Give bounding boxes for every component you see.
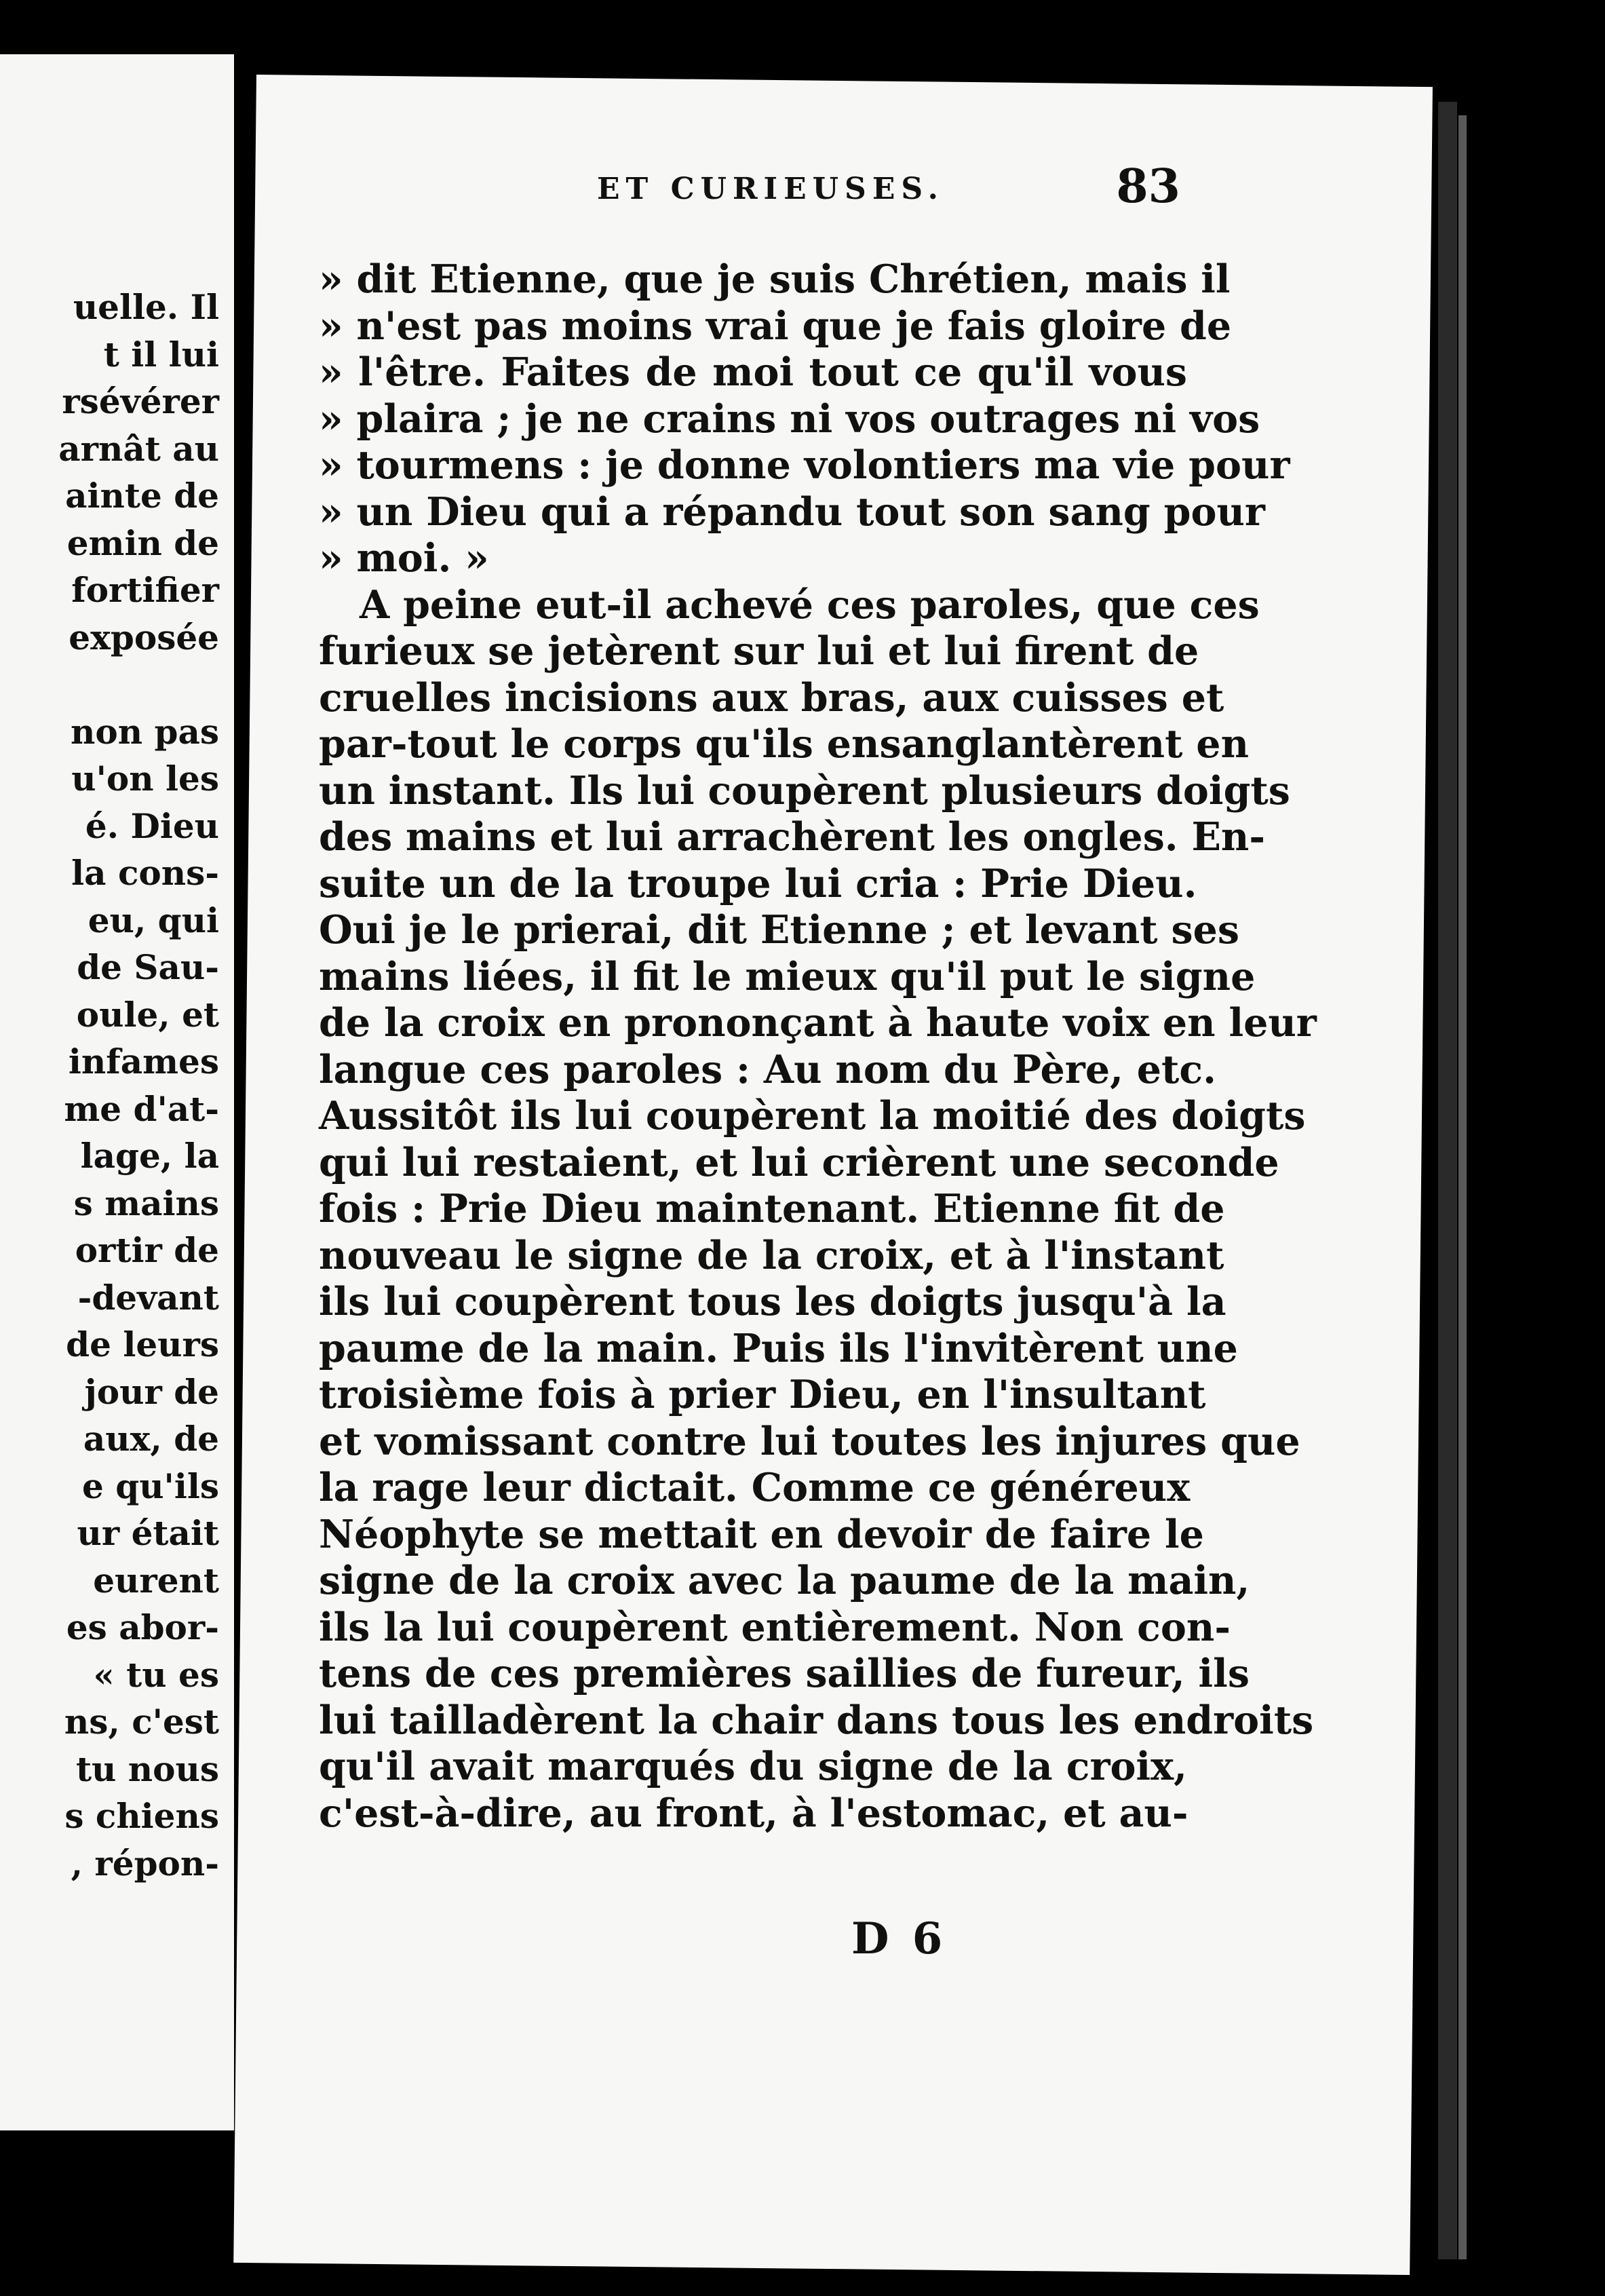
page-edge-shadow [1438, 102, 1457, 2259]
text-line: furieux se jetèrent sur lui et lui firent de [319, 628, 1199, 674]
text-line: qui lui restaient, et lui crièrent une seconde [319, 1139, 1279, 1185]
text-line: fois : Prie Dieu maintenant. Etienne fit de [319, 1186, 1225, 1231]
text-line: c'est-à-dire, au front, à l'estomac, et au- [319, 1790, 1188, 1836]
left-page-line: de Sau- [77, 947, 219, 987]
text-line: mains liées, il fit le mieux qu'il put le signe [319, 953, 1256, 999]
text-line: des mains et lui arrachèrent les ongles. En- [319, 814, 1266, 860]
left-page-line: rsévérer [62, 381, 219, 421]
page-header [332, 159, 1180, 214]
left-page-line: u'on les [71, 759, 219, 799]
left-page-line: eu, qui [88, 900, 219, 940]
text-line: » l'être. Faites de moi tout ce qu'il vous [319, 349, 1187, 395]
left-page-line: « tu es [93, 1654, 219, 1695]
text-line: lui tailladèrent la chair dans tous les endroits [319, 1697, 1314, 1743]
page-number: 83 [1116, 159, 1180, 214]
left-page-line: s chiens [64, 1796, 219, 1836]
text-line: ils la lui coupèrent entièrement. Non con- [319, 1604, 1231, 1650]
text-line: suite un de la troupe lui cria : Prie Dieu. [319, 860, 1197, 906]
text-line: A peine eut-il achevé ces paroles, que ces [360, 581, 1260, 628]
text-line: Néophyte se mettait en devoir de faire le [319, 1511, 1204, 1557]
left-page-line [0, 661, 219, 708]
signature-mark: D 6 [851, 1913, 947, 1964]
left-page-line: e qu'ils [82, 1466, 219, 1506]
left-page-line: es abor- [66, 1607, 219, 1647]
left-page-line: exposée [69, 617, 219, 657]
left-page-line: jour de [84, 1371, 219, 1412]
left-page-line: s mains [73, 1183, 219, 1223]
left-page-line: tu nous [75, 1748, 219, 1789]
text-line: Aussitôt ils lui coupèrent la moitié des doigts [319, 1093, 1306, 1139]
left-page-line: t il lui [103, 334, 219, 375]
left-page-line: ur était [77, 1513, 219, 1553]
text-line: de la croix en prononçant à haute voix en leur [319, 1000, 1317, 1046]
text-line: » tourmens : je donne volontiers ma vie pour [319, 442, 1290, 488]
text-line: Oui je le prierai, dit Etienne ; et levant ses [319, 907, 1239, 953]
text-line: troisième fois à prier Dieu, en l'insultant [319, 1372, 1206, 1417]
left-page-line: la cons- [71, 853, 219, 893]
left-page-line: é. Dieu [85, 805, 219, 846]
text-line: signe de la croix avec la paume de la main, [319, 1558, 1250, 1603]
text-line: la rage leur dictait. Comme ce généreux [319, 1465, 1191, 1510]
left-page-line: ns, c'est [64, 1702, 219, 1742]
left-page-line: non pas [71, 711, 219, 752]
text-line: » moi. » [319, 535, 489, 581]
left-page-line: infames [68, 1041, 219, 1082]
text-line: un instant. Ils lui coupèrent plusieurs doigts [319, 767, 1290, 814]
left-page-line: de leurs [66, 1324, 219, 1364]
text-line: tens de ces premières saillies de fureur, ils [319, 1651, 1250, 1696]
left-page-line: me d'at- [64, 1088, 219, 1129]
left-page-line: lage, la [80, 1136, 219, 1176]
text-line: » plaira ; je ne crains ni vos outrages ni vos [319, 396, 1260, 442]
body-text [319, 256, 1317, 1837]
text-line: paume de la main. Puis ils l'invitèrent une [319, 1325, 1238, 1371]
text-line: cruelles incisions aux bras, aux cuisses et [319, 674, 1224, 721]
left-page-line: uelle. Il [73, 287, 219, 327]
text-line: nouveau le signe de la croix, et à l'instant [319, 1232, 1224, 1278]
left-page-line: aux, de [83, 1419, 219, 1459]
left-page-line: fortifier [71, 570, 219, 610]
left-page-line: eurent [93, 1560, 219, 1601]
text-line: » dit Etienne, que je suis Chrétien, mais il [319, 256, 1231, 302]
left-page-line: , répon- [71, 1843, 219, 1883]
left-page-text [0, 284, 219, 1887]
left-page-line: ainte de [65, 476, 219, 516]
text-line: et vomissant contre lui toutes les injures que [319, 1418, 1300, 1464]
text-line: langue ces paroles : Au nom du Père, etc. [319, 1046, 1216, 1092]
left-page-line: oule, et [76, 994, 219, 1035]
page-edge-highlight [1458, 115, 1467, 2259]
left-page-line: -devant [77, 1277, 219, 1318]
running-head: ET CURIEUSES. [597, 172, 944, 206]
text-line: » un Dieu qui a répandu tout son sang pour [319, 489, 1265, 535]
text-line: ils lui coupèrent tous les doigts jusqu'à la [319, 1279, 1226, 1324]
text-line: qu'il avait marqués du signe de la croix, [319, 1744, 1187, 1789]
left-page-line: arnât au [58, 428, 219, 469]
left-page [0, 54, 234, 2130]
text-line: » n'est pas moins vrai que je fais gloire de [319, 303, 1232, 349]
left-page-line: ortir de [75, 1230, 219, 1270]
left-page-line: emin de [66, 522, 219, 563]
text-line: par-tout le corps qu'ils ensanglantèrent en [319, 721, 1250, 767]
